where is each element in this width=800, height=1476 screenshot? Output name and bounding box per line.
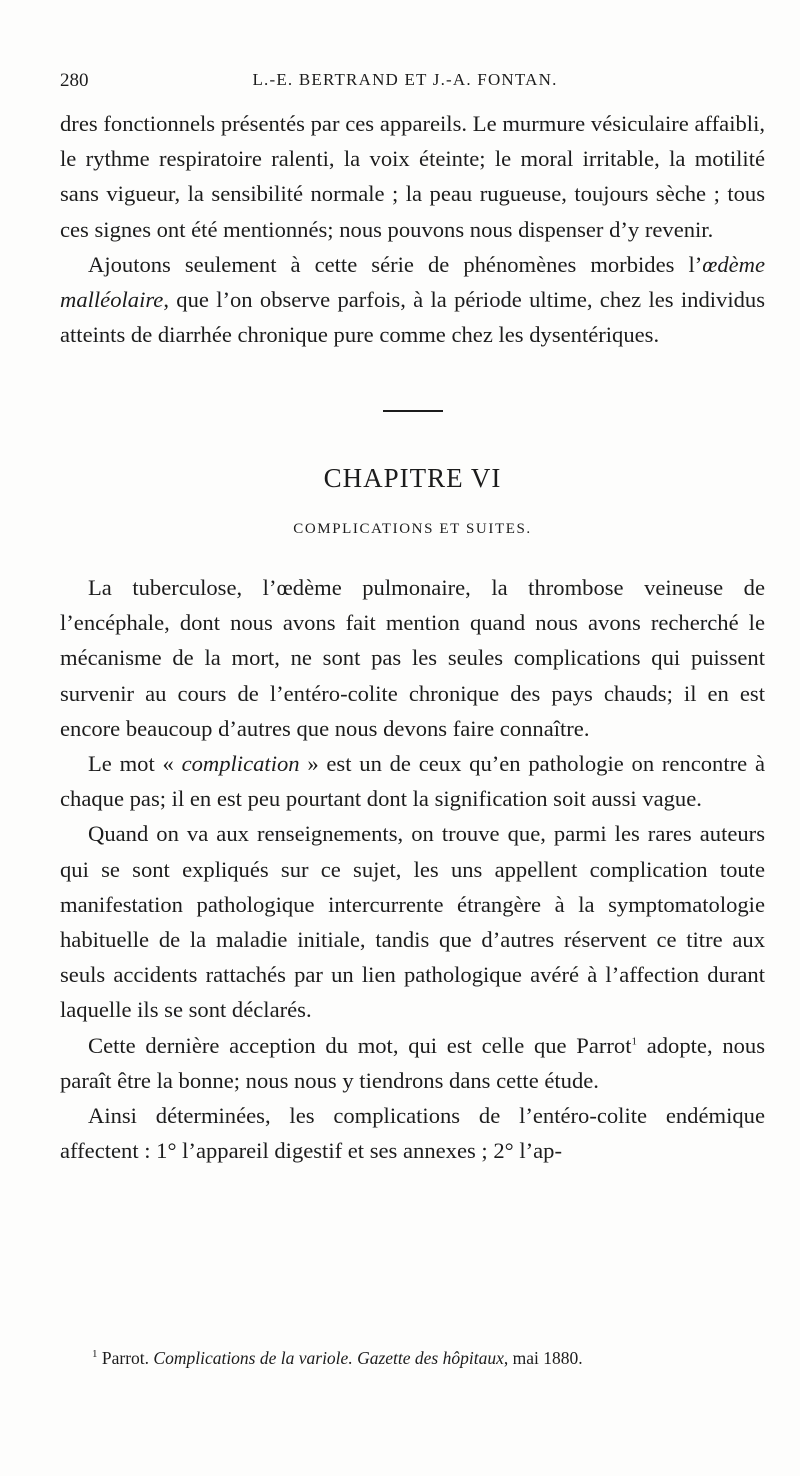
running-head	[60, 70, 750, 94]
paragraph-mot-after: » est un de ceux qu’en pathologie on rencontre à chaque pas; il en est peu pourtant dont la signification soit aussi vague.	[60, 751, 765, 812]
paragraph-mot	[60, 746, 765, 816]
footnote-author: Parrot.	[101, 1348, 150, 1368]
paragraph-mot-italic: complication	[181, 751, 300, 777]
paragraph-ainsi: Ainsi déterminées, les complications de l’entéro-colite endémique affectent : 1° l’appareil digestif et ses annexes ; 2° l’ap-	[60, 1103, 765, 1164]
footnote-reference: 1	[631, 1035, 638, 1048]
paragraph-ajoutons-italic: œdème malléolaire	[60, 251, 765, 313]
paragraph-continuation: dres fonctionnels présentés par ces appareils. Le murmure vésiculaire affaibli, le rythme respiratoire ralenti, la voix éteinte; le moral irritable, la motilité sans vigueur, la sensibilité normale ; la peau rugueuse, toujours sèche ; tous ces signes ont été mentionnés; nous pouvons nous dispenser d’y revenir.	[60, 111, 765, 242]
paragraph-ajoutons-after: , que l’on observe parfois, à la période ultime, chez les individus atteints de diarrhée chronique pure comme chez les dysentériques.	[60, 287, 765, 348]
paragraph-cette	[60, 1028, 765, 1098]
footnote-title: Complications de la variole. Gazette des hôpitaux	[153, 1348, 504, 1368]
footnote-mark: 1	[92, 1348, 98, 1361]
footnote	[92, 1346, 752, 1370]
footnote-date: , mai 1880.	[503, 1348, 583, 1368]
section-divider	[383, 410, 443, 412]
chapter-subtitle: COMPLICATIONS ET SUITES.	[293, 521, 532, 538]
paragraph-tuberculose: La tuberculose, l’œdème pulmonaire, la thrombose veineuse de l’encéphale, dont nous avons fait mention quand nous avons recherché le mécanisme de la mort, ne sont pas les seules complications qui puissent survenir au cours de l’entéro-colite chronique des pays chauds; il en est encore beaucoup d’autres que nous devons faire connaître.	[60, 575, 765, 741]
paragraph-quand: Quand on va aux renseignements, on trouve que, parmi les rares auteurs qui se sont expliqués sur ce sujet, les uns appellent complication toute manifestation pathologique intercurrente étrangère à la symptomatologie habituelle de la maladie initiale, tandis que d’autres réservent ce titre aux seuls accidents rattachés par un lien pathologique avéré à l’affection durant laquelle ils se sont déclarés.	[60, 821, 765, 1023]
paragraph-ajoutons-before: Ajoutons seulement à cette série de phénomènes morbides l’	[88, 251, 703, 277]
paragraph-cette-before: Cette dernière acception du mot, qui est celle que Parrot	[88, 1032, 632, 1058]
paragraph-cette-after: adopte, nous paraît être la bonne; nous nous y tiendrons dans cette étude.	[60, 1032, 765, 1093]
paragraph-mot-before: Le mot «	[88, 751, 182, 777]
chapter-body	[60, 570, 765, 1168]
chapter-title: CHAPITRE VI	[323, 463, 502, 494]
paragraph-ajoutons	[60, 247, 765, 353]
text-block	[60, 106, 765, 1168]
running-title: L.-E. BERTRAND ET J.-A. FONTAN.	[252, 70, 558, 89]
page-number: 280	[60, 70, 89, 91]
